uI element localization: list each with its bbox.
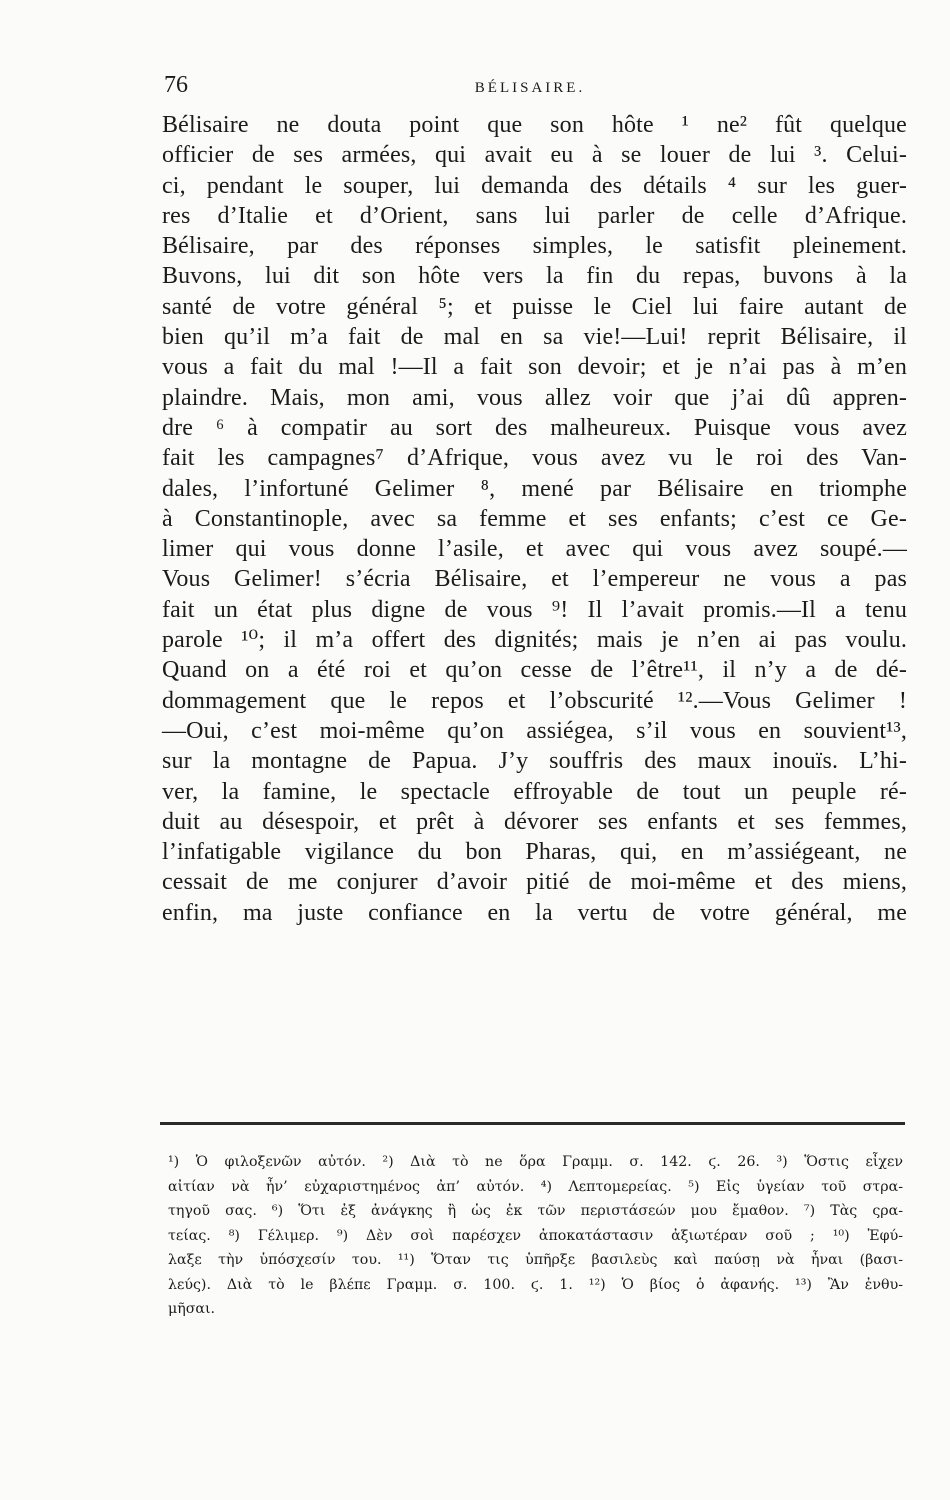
body-line: duit au désespoir, et prêt à dévorer ses enfants et ses femmes, [162, 808, 907, 835]
body-line: enfin, ma juste confiance en la vertu de votre général, me [162, 899, 907, 926]
body-line: res d’Italie et d’Orient, sans lui parler de celle d’Afrique. [162, 202, 907, 229]
page-header [160, 72, 900, 112]
body-line: officier de ses armées, qui avait eu à se louer de lui ³. Celui- [162, 142, 907, 169]
body-line: dre ⁶ à compatir au sort des malheureux. Puisque vous avez [162, 414, 907, 441]
body-line: —Oui, c’est moi-même qu’on assiégea, s’il vous en souvient¹³, [162, 717, 907, 744]
footnote-line: λεύς). Διὰ τὸ le βλέπε Γραμμ. σ. 100. ϛ. 1. ¹²) Ὁ βίος ὁ ἀφανής. ¹³) Ἂν ἐνθυ- [168, 1276, 903, 1293]
body-line: santé de votre général ⁵; et puisse le Ciel lui faire autant de [162, 293, 907, 320]
footnote-line: λαξε τὴν ὑπόσχεσίν του. ¹¹) Ὅταν τις ὑπῆρξε βασιλεὺς καὶ παύσῃ νὰ ἦναι (βασι- [168, 1252, 903, 1268]
body-text [162, 110, 907, 928]
footnote-line: τηγοῦ σας. ⁶) Ὅτι ἐξ ἀνάγκης ἢ ὡς ἐκ τῶν περιστάσεών μου ἔμαθον. ⁷) Τὰς ςρα- [168, 1203, 903, 1219]
body-line: ver, la famine, le spectacle effroyable de tout un peuple ré- [162, 778, 907, 805]
body-line: sur la montagne de Papua. J’y souffris des maux inouïs. L’hi- [162, 748, 907, 775]
body-line: ci, pendant le souper, lui demanda des détails ⁴ sur les guer- [162, 172, 907, 199]
body-line: Bélisaire ne douta point que son hôte ¹ ne² fût quelque [162, 112, 907, 138]
body-line: plaindre. Mais, mon ami, vous allez voir que j’ai dû appren- [162, 384, 907, 411]
running-title: BÉLISAIRE. [474, 80, 586, 96]
body-line: bien qu’il m’a fait de mal en sa vie!—Lui! reprit Bélisaire, il [162, 324, 907, 351]
body-line: l’infatigable vigilance du bon Pharas, qui, en m’assiégeant, ne [162, 839, 907, 866]
body-line: dommagement que le repos et l’obscurité ¹².—Vous Gelimer ! [162, 687, 907, 714]
body-line: Quand on a été roi et qu’on cesse de l’être¹¹, il n’y a de dé- [162, 657, 907, 684]
footnote-line: τείας. ⁸) Γέλιμερ. ⁹) Δὲν σοὶ παρέσχεν ἀποκατάστασιν ἀξιωτέραν σοῦ ; ¹⁰) Ἐφύ- [168, 1227, 903, 1244]
footnotes [168, 1150, 903, 1322]
body-line: fait un état plus digne de vous ⁹! Il l’avait promis.—Il a tenu [162, 596, 907, 623]
body-line: Buvons, lui dit son hôte vers la fin du repas, buvons à la [162, 263, 907, 290]
footnote-divider [160, 1122, 905, 1125]
body-line: Vous Gelimer! s’écria Bélisaire, et l’empereur ne vous a pas [162, 566, 907, 593]
footnote-line: αἰτίαν νὰ ἦν’ εὐχαριστημένος ἀπ’ αὐτόν. ⁴) Λεπτομερείας. ⁵) Εἰς ὑγείαν τοῦ στρα- [168, 1178, 903, 1195]
body-line: parole ¹⁰; il m’a offert des dignités; mais je n’en ai pas voulu. [162, 627, 907, 654]
body-line: vous a fait du mal !—Il a fait son devoir; et je n’ai pas à m’en [162, 354, 907, 381]
footnote-line: μῆσαι. [168, 1301, 216, 1317]
body-line: Bélisaire, par des réponses simples, le satisfit pleinement. [162, 233, 907, 260]
footnote-line: ¹) Ὁ φιλοξενῶν αὐτόν. ²) Διὰ τὸ ne ὅρα Γραμμ. σ. 142. ϛ. 26. ³) Ὅστις εἶχεν [168, 1154, 903, 1170]
body-line: cessait de me conjurer d’avoir pitié de moi-même et des miens, [162, 869, 907, 896]
body-line: limer qui vous donne l’asile, et avec qui vous avez soupé.— [162, 536, 907, 563]
body-line: dales, l’infortuné Gelimer ⁸, mené par Bélisaire en triomphe [162, 475, 907, 502]
body-line: à Constantinople, avec sa femme et ses enfants; c’est ce Ge- [162, 505, 907, 532]
body-line: fait les campagnes⁷ d’Afrique, vous avez vu le roi des Van- [162, 445, 907, 472]
page-number: 76 [164, 72, 188, 98]
